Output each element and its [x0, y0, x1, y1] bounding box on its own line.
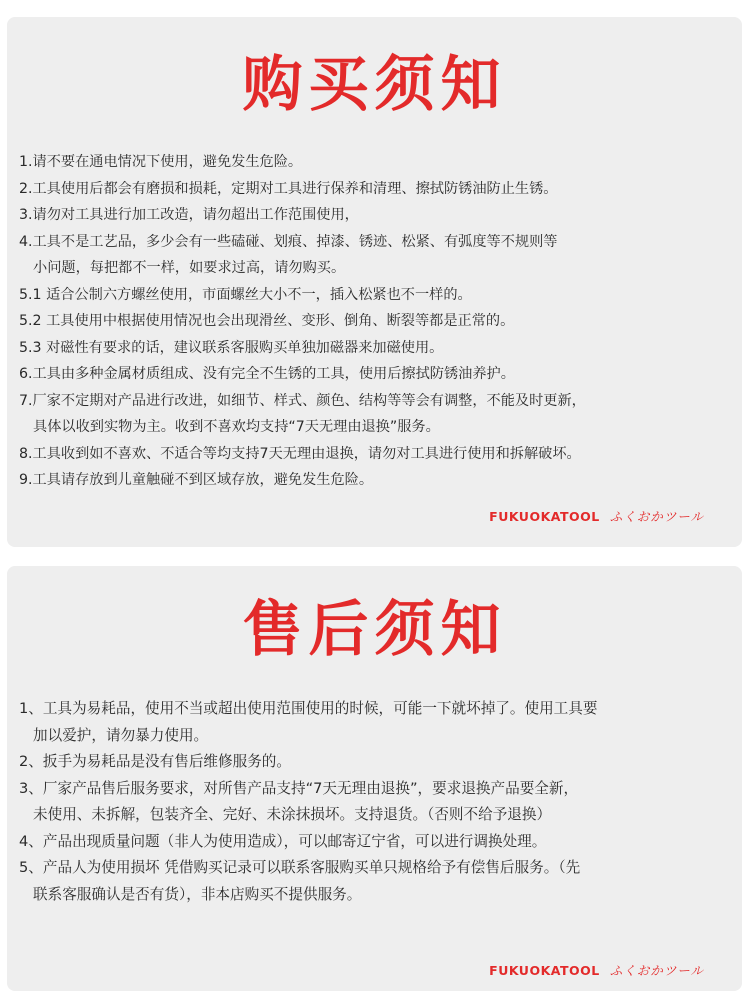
notice-item-5-1: 5.1 适合公制六方螺丝使用，市面螺丝大小不一，插入松紧也不一样的。	[19, 286, 472, 303]
notice-item-6: 6.工具由多种金属材质组成、没有完全不生锈的工具，使用后擦拭防锈油养护。	[19, 366, 515, 382]
brand-kana: ふくおかツール	[609, 509, 704, 524]
notice-item-8: 8.工具收到如不喜欢、不适合等均支持7天无理由退换，请勿对工具进行使用和拆解破坏。	[19, 445, 581, 462]
brand-name: FUKUOKATOOL	[489, 509, 600, 524]
aftersales-item-5: 5、产品人为使用损坏 凭借购买记录可以联系客服购买单只规格给予有偿售后服务。（先 联系客服确认是否有货），非本店购买不提供服务。	[19, 859, 581, 903]
aftersales-item-1: 1、工具为易耗品，使用不当或超出使用范围使用的时候，可能一下就坏掉了。使用工具要 加以爱护，请勿暴力使用。	[19, 700, 598, 744]
after-sales-panel	[7, 566, 742, 991]
aftersales-item-3: 3、厂家产品售后服务要求，对所售产品支持“7天无理由退换”，要求退换产品要全新， 未使用、未拆解，包装齐全、完好、未涂抹损坏。支持退货。（否则不给予退换）	[19, 779, 579, 823]
brand-signature	[489, 961, 704, 979]
notice-item-7: 7.厂家不定期对产品进行改进，如细节、样式、颜色、结构等等会有调整，不能及时更新， 具体以收到实物为主。收到不喜欢均支持“7天无理由退换”服务。	[19, 392, 586, 435]
aftersales-item-2: 2、扳手为易耗品是没有售后维修服务的。	[19, 753, 291, 770]
purchase-notice-panel	[7, 17, 742, 547]
after-sales-title: 售后须知	[242, 595, 507, 665]
brand-signature	[489, 507, 704, 525]
notice-item-4: 4.工具不是工艺品，多少会有一些磕碰、划痕、掉漆、锈迹、松紧、有弧度等不规则等 小问题，每把都不一样，如要求过高，请勿购买。	[19, 233, 558, 276]
notice-item-5-3: 5.3 对磁性有要求的话，建议联系客服购买单独加磁器来加磁使用。	[19, 339, 444, 356]
after-sales-list	[19, 696, 732, 908]
notice-item-1: 1.请不要在通电情况下使用，避免发生危险。	[19, 154, 303, 170]
brand-kana: ふくおかツール	[609, 963, 704, 978]
purchase-notice-list	[19, 149, 732, 494]
brand-name: FUKUOKATOOL	[489, 963, 600, 978]
aftersales-item-4: 4、产品出现质量问题（非人为使用造成），可以邮寄辽宁省，可以进行调换处理。	[19, 832, 547, 850]
purchase-notice-title: 购买须知	[242, 50, 507, 120]
notice-item-9: 9.工具请存放到儿童触碰不到区域存放，避免发生危险。	[19, 472, 374, 488]
notice-item-3: 3.请勿对工具进行加工改造，请勿超出工作范围使用，	[19, 207, 359, 223]
notice-item-2: 2.工具使用后都会有磨损和损耗，定期对工具进行保养和清理、擦拭防锈油防止生锈。	[19, 180, 558, 197]
notice-item-5-2: 5.2 工具使用中根据使用情况也会出现滑丝、变形、倒角、断裂等都是正常的。	[19, 313, 515, 329]
